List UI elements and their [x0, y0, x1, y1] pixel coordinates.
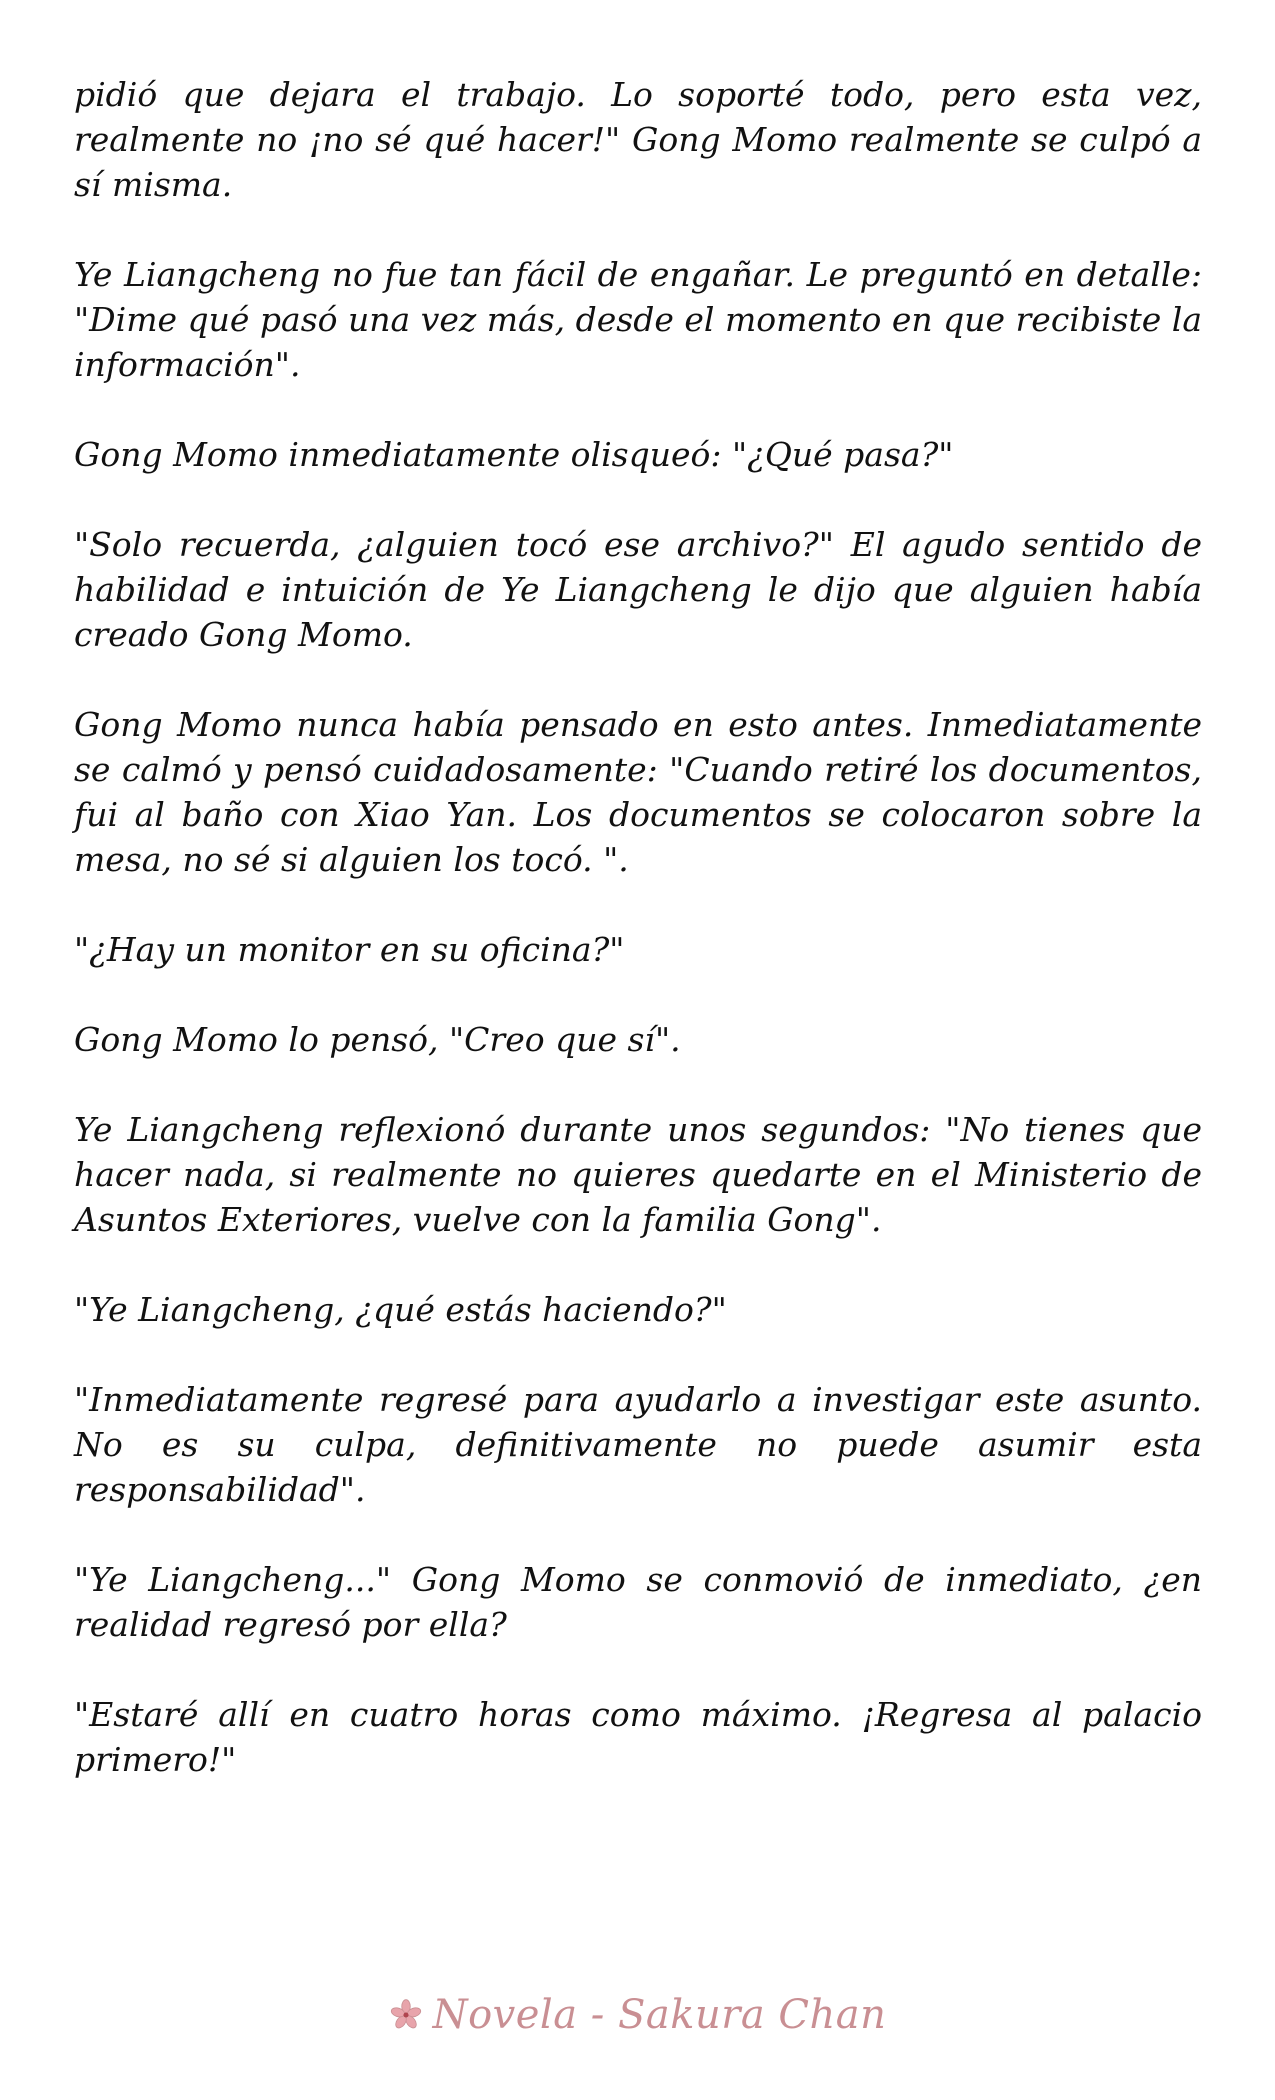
sakura-flower-icon — [389, 1998, 423, 2032]
paragraph-5: Gong Momo nunca había pensado en esto antes. Inmediatamente se calmó y pensó cuidadosamente: "Cuando retiré los documentos, fui al baño con Xiao Yan. Los documentos se colocaron sobre la mesa, no sé si alguien los tocó. ". — [74, 705, 1202, 879]
footer-brand-text: Novela - Sakura Chan — [432, 1992, 887, 2038]
paragraph-1: pidió que dejara el trabajo. Lo soporté todo, pero esta vez, realmente no ¡no sé qué hacer!" Gong Momo realmente se culpó a sí misma. — [74, 75, 1202, 204]
paragraph-9: "Ye Liangcheng, ¿qué estás haciendo?" — [74, 1290, 727, 1329]
footer-brand — [389, 1992, 887, 2038]
paragraph-7: Gong Momo lo pensó, "Creo que sí". — [74, 1020, 681, 1059]
paragraph-10: "Inmediatamente regresé para ayudarlo a investigar este asunto. No es su culpa, definitivamente no puede asumir esta responsabilidad". — [74, 1380, 1202, 1509]
footer-watermark — [0, 1985, 1275, 2045]
paragraph-2: Ye Liangcheng no fue tan fácil de engañar. Le preguntó en detalle: "Dime qué pasó una vez más, desde el momento en que recibiste la información". — [74, 255, 1202, 384]
paragraph-8: Ye Liangcheng reflexionó durante unos segundos: "No tienes que hacer nada, si realmente no quieres quedarte en el Ministerio de Asuntos Exteriores, vuelve con la familia Gong". — [74, 1110, 1202, 1239]
paragraph-3: Gong Momo inmediatamente olisqueó: "¿Qué pasa?" — [74, 435, 954, 474]
paragraph-11: "Ye Liangcheng..." Gong Momo se conmovió de inmediato, ¿en realidad regresó por ella? — [74, 1560, 1202, 1644]
story-text — [74, 72, 1202, 1827]
paragraph-4: "Solo recuerda, ¿alguien tocó ese archivo?" El agudo sentido de habilidad e intuición de Ye Liangcheng le dijo que alguien había creado Gong Momo. — [74, 525, 1202, 654]
paragraph-6: "¿Hay un monitor en su oficina?" — [74, 930, 625, 969]
paragraph-12: "Estaré allí en cuatro horas como máximo. ¡Regresa al palacio primero!" — [74, 1695, 1202, 1779]
